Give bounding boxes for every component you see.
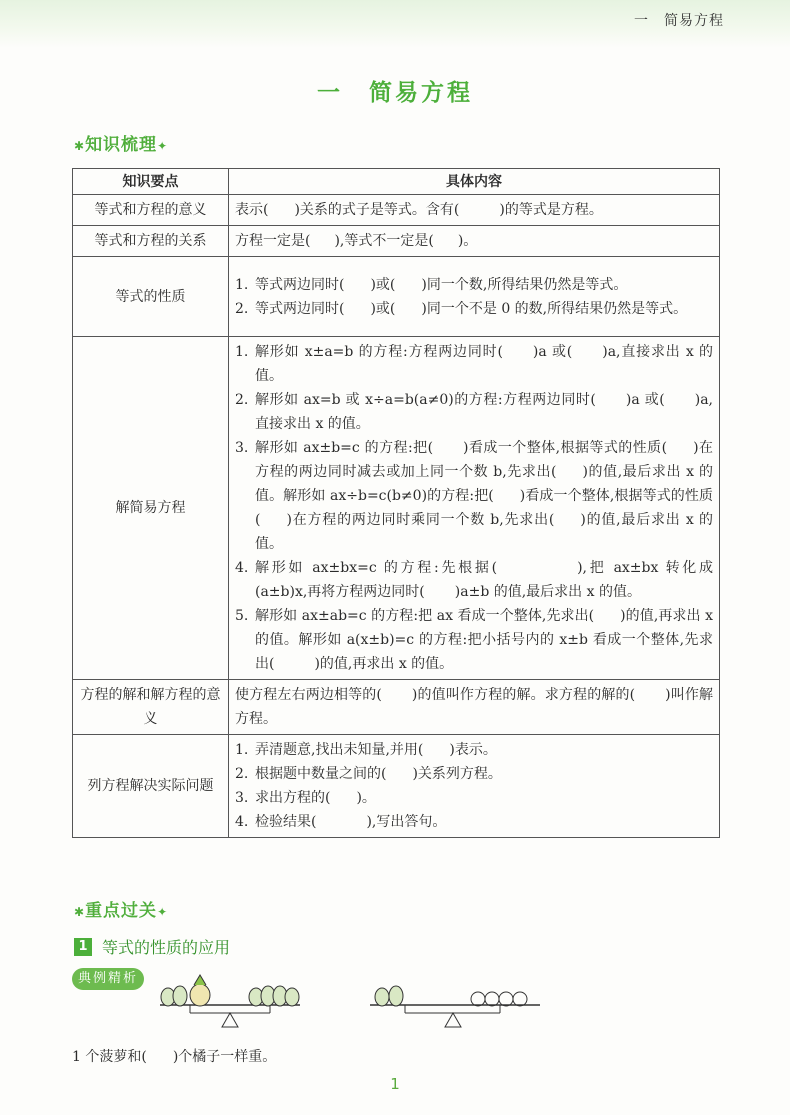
right-scale	[370, 986, 540, 1027]
orange-icon	[485, 992, 499, 1006]
orange-icon	[513, 992, 527, 1006]
list-item: 1. 弄清题意,找出未知量,并用( )表示。	[235, 742, 497, 758]
knowledge-table	[72, 168, 720, 838]
table-header-row	[73, 169, 720, 195]
orange-icon	[499, 992, 513, 1006]
orange-icon	[471, 992, 485, 1006]
table-row	[73, 735, 720, 838]
page-number: 1	[390, 1075, 400, 1093]
row-content: 表示( )关系的式子是等式。含有( )的等式是方程。	[229, 195, 720, 226]
sparkle-icon: ✦	[157, 905, 169, 919]
pear-icon	[375, 988, 389, 1006]
column-header: 具体内容	[229, 169, 720, 195]
row-content	[229, 337, 720, 680]
row-content	[229, 735, 720, 838]
table-row	[73, 257, 720, 337]
row-key: 等式的性质	[73, 257, 229, 337]
list-item: 5. 解形如 ax±ab=c 的方程:把 ax 看成一个整体,先求出( )的值,再求出 x 的值。解形如 a(x±b)=c 的方程:把小括号内的 x±b 看成一个整体,先求出( )的值,再求出 x 的值。	[235, 608, 713, 672]
pineapple-icon	[190, 975, 210, 1006]
example-badge: 典例精析	[72, 968, 144, 990]
table-row	[73, 226, 720, 257]
row-key: 等式和方程的关系	[73, 226, 229, 257]
left-scale	[160, 975, 300, 1027]
topic-title: 等式的性质的应用	[102, 938, 231, 957]
table-row	[73, 195, 720, 226]
row-key: 方程的解和解方程的意义	[73, 680, 229, 735]
list-item: 3. 求出方程的( )。	[235, 790, 376, 806]
row-content	[229, 257, 720, 337]
sparkle-icon: ✱	[74, 905, 86, 919]
topic-heading	[74, 935, 230, 958]
sparkle-icon: ✦	[157, 139, 169, 153]
list-item: 4. 解形如 ax±bx=c 的方程:先根据( ),把 ax±bx 转化成(a±b)x,再将方程两边同时( )a±b 的值,最后求出 x 的值。	[235, 560, 713, 600]
row-content: 方程一定是( ),等式不一定是( )。	[229, 226, 720, 257]
balance-scales-illustration	[150, 965, 550, 1045]
pear-icon	[173, 986, 187, 1006]
row-key: 等式和方程的意义	[73, 195, 229, 226]
chapter-title: 一 简易方程	[317, 80, 473, 106]
table-row	[73, 680, 720, 735]
list-item: 2. 等式两边同时( )或( )同一个不是 0 的数,所得结果仍然是等式。	[235, 300, 688, 317]
sparkle-icon: ✱	[74, 139, 86, 153]
example-question: 1 个菠萝和( )个橘子一样重。	[72, 1049, 277, 1065]
row-content: 使方程左右两边相等的( )的值叫作方程的解。求方程的解的( )叫作解方程。	[229, 680, 720, 735]
column-header: 知识要点	[73, 169, 229, 195]
row-key: 解简易方程	[73, 337, 229, 680]
topic-number: 1	[74, 938, 92, 956]
list-item: 1. 等式两边同时( )或( )同一个数,所得结果仍然是等式。	[235, 276, 628, 293]
list-item: 2. 解形如 ax=b 或 x÷a=b(a≠0)的方程:方程两边同时( )a 或( )a,直接求出 x 的值。	[235, 392, 713, 432]
row-key: 列方程解决实际问题	[73, 735, 229, 838]
list-item: 4. 检验结果( ),写出答句。	[235, 814, 447, 830]
section-heading-review: ✱知识梳理✦	[74, 135, 169, 155]
list-item: 1. 解形如 x±a=b 的方程:方程两边同时( )a 或( )a,直接求出 x 的值。	[235, 344, 713, 384]
list-item: 3. 解形如 ax±b=c 的方程:把( )看成一个整体,根据等式的性质( )在方程的两边同时减去或加上同一个数 b,先求出( )的值,最后求出 x 的值。解形如 ax÷b=c(b≠0)的方程:把( )看成一个整体,根据等式的性质( )在方程的两边同时乘同一个数 b,先求出( )的值,最后求出 x 的值。	[235, 440, 714, 552]
list-item: 2. 根据题中数量之间的( )关系列方程。	[235, 766, 502, 782]
pear-icon	[285, 988, 299, 1006]
section-heading-focus: ✱重点过关✦	[74, 901, 169, 921]
table-row	[73, 337, 720, 680]
pear-icon	[389, 986, 403, 1006]
running-header: 一 简易方程	[634, 13, 724, 29]
